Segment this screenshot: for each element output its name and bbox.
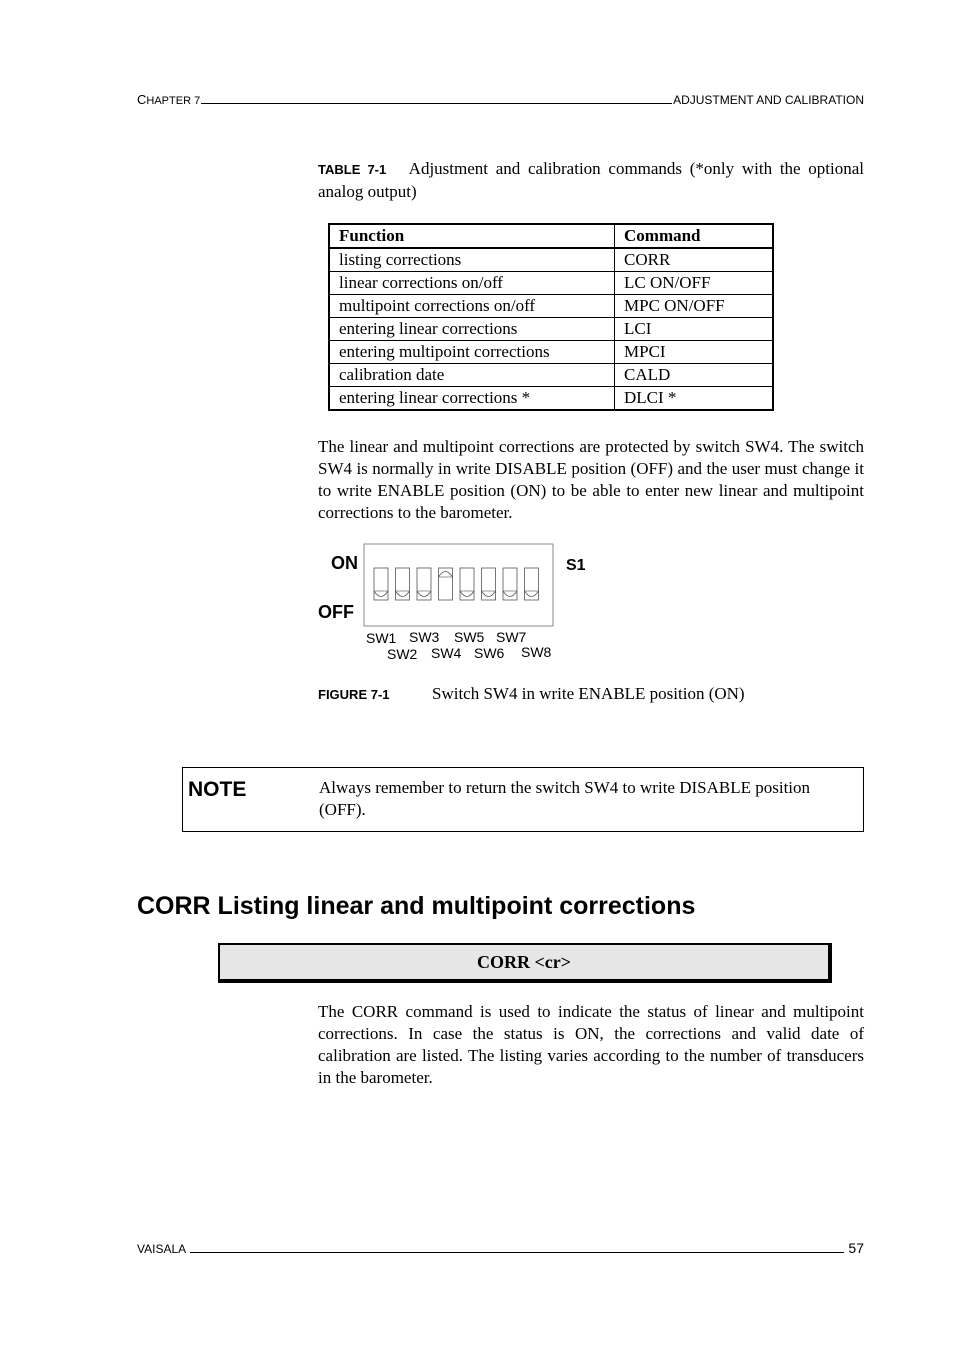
footer-company: VAISALA: [137, 1242, 187, 1256]
switch-label-1: SW1: [366, 630, 397, 646]
cell-function: entering linear corrections *: [329, 387, 615, 411]
figure-caption: [318, 684, 745, 704]
table-row: [329, 364, 773, 387]
column-header-function: Function: [329, 224, 615, 248]
cell-command: MPC ON/OFF: [615, 295, 774, 318]
cell-function: entering linear corrections: [329, 318, 615, 341]
s1-label: S1: [566, 557, 586, 574]
table-header-row: [329, 224, 773, 248]
cell-function: listing corrections: [329, 248, 615, 272]
cell-command: CORR: [615, 248, 774, 272]
table-caption-label: TABLE 7-1: [318, 162, 387, 177]
cell-command: LCI: [615, 318, 774, 341]
footer-rule: [190, 1252, 844, 1253]
dip-switch-3: [417, 568, 431, 600]
dip-switch-figure: [318, 542, 618, 672]
switch-label-2: SW2: [387, 646, 418, 662]
switch-label-4: SW4: [431, 645, 462, 661]
table-row: [329, 295, 773, 318]
table-row: [329, 248, 773, 272]
switch-label-7: SW7: [496, 629, 527, 645]
cell-function: linear corrections on/off: [329, 272, 615, 295]
header-section: ADJUSTMENT AND CALIBRATION: [673, 93, 864, 107]
page-header: [137, 92, 864, 107]
switch-label-5: SW5: [454, 629, 485, 645]
dip-switch-5: [460, 568, 474, 600]
header-rule: [201, 103, 672, 104]
note-text: Always remember to return the switch SW4 to write DISABLE position (OFF).: [319, 778, 811, 819]
dip-switch-1: [374, 568, 388, 600]
note-label: NOTE: [188, 778, 247, 801]
cell-function: calibration date: [329, 364, 615, 387]
figure-caption-label: FIGURE 7-1: [318, 687, 390, 702]
table-caption-text: Adjustment and calibration commands (*only with the optional analog output): [318, 159, 865, 201]
page-number: 57: [848, 1240, 864, 1256]
cell-command: MPCI: [615, 341, 774, 364]
switch-label-8: SW8: [521, 644, 552, 660]
table-row: [329, 387, 773, 411]
table-row: [329, 318, 773, 341]
table-caption: [318, 158, 864, 204]
table-row: [329, 272, 773, 295]
switch-label-group: [366, 629, 552, 662]
note-box: [182, 767, 864, 832]
cell-function: entering multipoint corrections: [329, 341, 615, 364]
paragraph-switch-protection: The linear and multipoint corrections are protected by switch SW4. The switch SW4 is normally in write DISABLE position (OFF) and the user must change it to write ENABLE position (ON) to be able to enter new linear and multipoint corrections to the barometer.: [318, 437, 864, 522]
cell-command: LC ON/OFF: [615, 272, 774, 295]
switch-label-6: SW6: [474, 645, 505, 661]
column-header-command: Command: [615, 224, 774, 248]
cell-command: DLCI *: [615, 387, 774, 411]
paragraph-corr-description: The CORR command is used to indicate the status of linear and multipoint corrections. In case the status is ON, the corrections and valid date of calibration are listed. The listing varies according to the number of transducers in the barometer.: [318, 1002, 864, 1087]
dip-switch-4: [439, 568, 453, 600]
page-footer: [137, 1240, 864, 1256]
section-heading: CORR Listing linear and multipoint corrections: [137, 892, 696, 920]
commands-table: [328, 223, 774, 411]
dip-switch-6: [482, 568, 496, 600]
cell-function: multipoint corrections on/off: [329, 295, 615, 318]
cell-command: CALD: [615, 364, 774, 387]
off-label: OFF: [318, 602, 354, 622]
header-chapter: CHAPTER 7: [137, 92, 201, 107]
on-label: ON: [331, 553, 358, 573]
dip-switch-8: [525, 568, 539, 600]
dip-switch-7: [503, 568, 517, 600]
table-row: [329, 341, 773, 364]
figure-caption-text: Switch SW4 in write ENABLE position (ON): [432, 684, 745, 703]
command-syntax-box: CORR <cr>: [218, 943, 832, 983]
switch-label-3: SW3: [409, 629, 440, 645]
dip-switch-2: [396, 568, 410, 600]
